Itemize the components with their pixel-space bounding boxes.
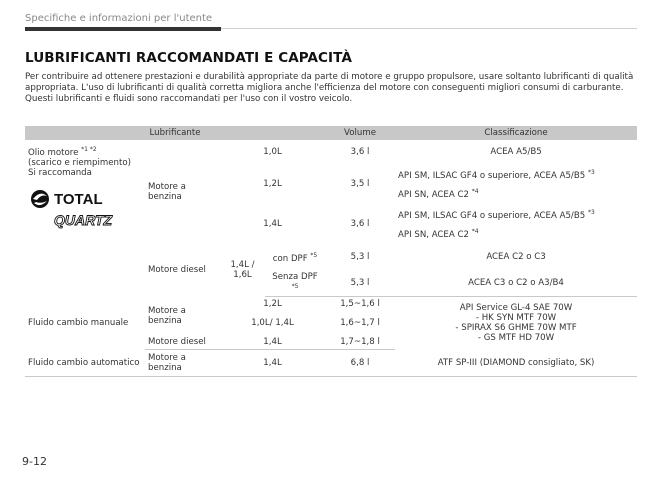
oil-diesel: Motore diesel — [148, 265, 206, 276]
manual-diesel: Motore diesel — [145, 335, 220, 350]
classification: ATF SP-III (DIAMOND consigliato, SK) — [395, 350, 637, 377]
volume: 1,5~1,6 l — [340, 299, 380, 309]
header-lubricant: Lubrificante — [25, 126, 325, 140]
oil-cell — [25, 140, 145, 297]
volume: 1,6~1,7 l — [340, 318, 380, 328]
header-accent-bar — [25, 27, 221, 31]
dpf-cell — [265, 270, 325, 297]
note: *5 — [291, 282, 299, 290]
dpf-cell — [265, 244, 325, 270]
note: *3 — [587, 209, 595, 217]
auto-label: Fluido cambio automatico — [25, 350, 145, 377]
classification: ACEA C3 o C2 o A3/B4 — [395, 270, 637, 297]
classification-line: API SM, ILSAC GF4 o superiore, ACEA A5/B5 — [398, 211, 586, 221]
manual-label: Fluido cambio manuale — [28, 318, 129, 328]
engine-size: 1,2L — [263, 299, 282, 309]
classification: ACEA A5/B5 — [490, 147, 542, 157]
volume: 3,5 l — [350, 179, 370, 189]
intro-text — [25, 72, 637, 105]
table-header-row — [25, 126, 637, 140]
classification-line: API SN, ACEA C2 — [398, 189, 469, 200]
classification-line: - SPIRAX S6 GHME 70W MTF — [455, 323, 577, 334]
engine-size: 1,4L — [220, 350, 325, 377]
dpf-label: Senza DPF — [272, 271, 318, 282]
classification: ACEA C2 o C3 — [486, 252, 546, 262]
dpf-label: con DPF — [272, 253, 308, 264]
oil-notes: *1 *2 — [81, 146, 97, 153]
auto-engine-type: Motore a benzina — [145, 350, 220, 377]
engine-size: 1,4L — [263, 219, 282, 229]
note: *3 — [587, 169, 595, 177]
section-header: Specifiche e informazioni per l'utente — [25, 13, 213, 24]
header-classification: Classificazione — [395, 126, 637, 140]
volume: 6,8 l — [325, 350, 395, 377]
page-title: LUBRIFICANTI RACCOMANDATI E CAPACITÀ — [25, 50, 352, 66]
oil-sub: (scarico e riempimento) — [28, 157, 131, 168]
engine-size: 1,0L — [263, 147, 282, 157]
header-volume: Volume — [325, 126, 395, 140]
classification-line: API Service GL-4 SAE 70W — [459, 303, 573, 314]
lubricants-table — [25, 126, 637, 377]
logo-quartz-text: QUARTZ — [54, 211, 113, 228]
intro-paragraph: Questi lubrificanti e fluidi sono raccomandati per l'uso con il vostro veicolo. — [25, 94, 353, 104]
engine-size: 1,2L — [263, 179, 282, 189]
classification-line: - HK SYN MTF 70W — [475, 313, 557, 324]
classification — [395, 164, 637, 204]
engine-size: 1,4L — [220, 335, 325, 350]
note: *4 — [471, 228, 479, 235]
classification — [395, 204, 637, 244]
manual-petrol: Motore a benzina — [148, 305, 186, 326]
oil-petrol: Motore a benzina — [148, 182, 186, 202]
table-row — [25, 140, 637, 164]
table-row — [25, 297, 637, 312]
note: *5 — [310, 251, 318, 259]
manual-classification — [395, 297, 637, 350]
volume: 5,3 l — [350, 252, 370, 262]
volume: 5,3 l — [325, 270, 395, 297]
oil-recommended: Si raccomanda — [28, 167, 92, 178]
classification-line: API SM, ILSAC GF4 o superiore, ACEA A5/B5 — [398, 171, 586, 181]
engine-size: 1,0L/ 1,4L — [251, 318, 294, 328]
page-number: 9-12 — [22, 455, 47, 468]
oil-label: Olio motore — [28, 147, 79, 158]
volume: 3,6 l — [350, 147, 370, 157]
classification-line: - GS MTF HD 70W — [477, 333, 555, 344]
note: *4 — [471, 188, 479, 195]
volume: 1,7~1,8 l — [325, 335, 395, 350]
volume: 3,6 l — [350, 219, 370, 229]
diesel-engine-size: 1,4L / 1,6L — [230, 260, 255, 281]
logo-total-text: TOTAL — [54, 190, 103, 208]
table-row — [25, 350, 637, 377]
intro-paragraph: Per contribuire ad ottenere prestazioni e durabilità appropriate da parte di motore e gruppo propulsore, usare soltanto lubrificanti di qualità appropriata. L'uso di lubrificanti di qualità corretta migliora anche l'efficienza del motore con conseguenti migliori consumi di carburante. — [25, 72, 634, 93]
classification-line: API SN, ACEA C2 — [398, 229, 469, 240]
total-quartz-logo — [28, 188, 128, 232]
